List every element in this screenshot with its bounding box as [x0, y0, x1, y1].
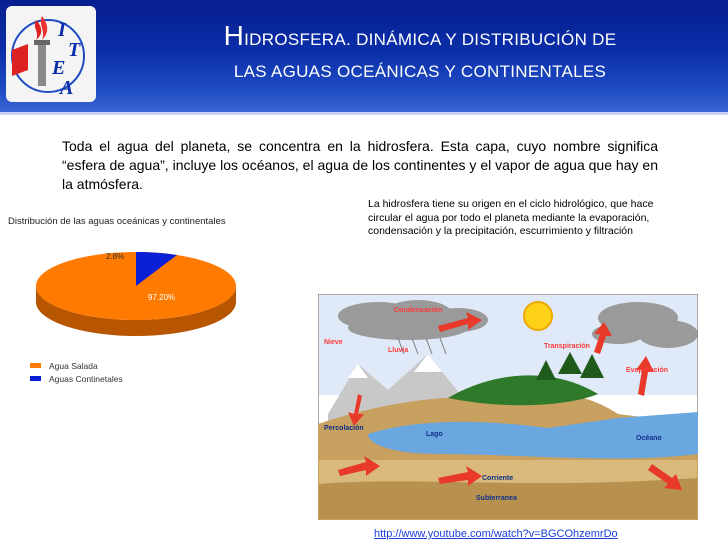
label-current-2: Subterranea: [476, 495, 517, 502]
legend-swatch-blue: [30, 376, 41, 381]
logo-letter-a: A: [60, 77, 74, 99]
youtube-link[interactable]: http://www.youtube.com/watch?v=BGCOhzemrDo: [374, 528, 618, 540]
pie-chart: [30, 238, 250, 348]
legend-label: Agua Salada: [49, 360, 98, 371]
label-transpiration: Transpiración: [544, 343, 590, 350]
title-initial: H: [223, 20, 245, 51]
logo-letter-t: T: [68, 39, 81, 61]
water-cycle-diagram: [318, 294, 698, 520]
intro-paragraph: Toda el agua del planeta, se concentra en la hidrosfera. Esta capa, cuyo nombre significa “esfera de agua”, incluye los océanos, el agua de los continentes y el vapor de agua que hay en la atmósfera.: [62, 138, 658, 192]
label-current-1: Corriente: [482, 475, 514, 482]
label-ocean: Océano: [636, 435, 662, 442]
header-divider: [0, 112, 728, 115]
pie-label-aguas-continentales: 2.8%: [106, 252, 125, 261]
label-condensation: Condensación: [394, 307, 443, 314]
legend-item-aguas-continentales: [30, 372, 123, 385]
label-lake: Lago: [426, 431, 443, 438]
legend-item-agua-salada: [30, 359, 123, 372]
legend-label: Aguas Continetales: [49, 373, 123, 384]
title-line-2: LAS AGUAS OCEÁNICAS Y CONTINENTALES: [233, 62, 607, 81]
label-evaporation: Evaporación: [626, 367, 669, 374]
legend-swatch-orange: [30, 363, 41, 368]
chart-title: Distribución de las aguas oceánicas y continentales: [8, 216, 226, 227]
hydrologic-cycle-text: La hidrosfera tiene su origen en el ciclo hidrológico, que hace circular el agua por todo el planeta mediante la evaporación, condensación y la precipitación, escurrimiento y filtración: [368, 198, 654, 237]
label-percolation: Percolación: [324, 425, 364, 432]
label-snow: Nieve: [324, 339, 343, 346]
label-rain: Lluvia: [388, 347, 409, 354]
logo-letter-e: E: [52, 57, 66, 79]
title-line-1: IDROSFERA. DINÁMICA Y DISTRIBUCIÓN DE: [244, 30, 617, 49]
pie-label-agua-salada: 97.20%: [148, 293, 176, 302]
logo-letter-i: I: [58, 19, 66, 41]
chart-legend: [30, 359, 123, 385]
itea-logo: [6, 6, 96, 102]
page-title: [120, 20, 720, 82]
